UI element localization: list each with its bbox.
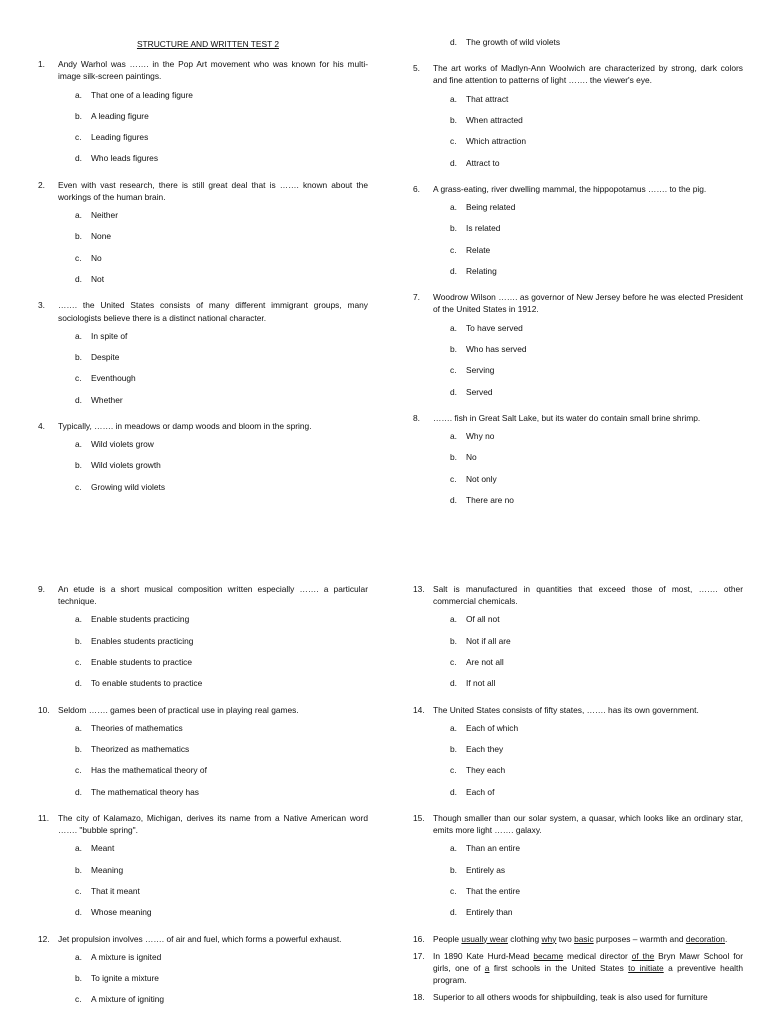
question-text (433, 992, 708, 1002)
question-text: Typically, ……. in meadows or damp woods and bloom in the spring. (58, 420, 312, 431)
answer-option[interactable] (413, 114, 743, 135)
answer-option[interactable] (413, 364, 743, 385)
option-text: Enable students practicing (91, 614, 190, 625)
answer-option[interactable] (413, 635, 743, 656)
question-text: Even with vast research, there is still great deal that is ……. known about the workings of the human brain. (58, 179, 368, 202)
answer-options (413, 201, 743, 286)
option-text: Wild violets grow (91, 439, 154, 450)
answer-option[interactable] (38, 743, 368, 764)
option-letter: d. (450, 265, 457, 276)
answer-options (38, 209, 368, 294)
option-letter: a. (450, 843, 457, 854)
answer-option[interactable] (413, 451, 743, 472)
option-letter: a. (450, 322, 457, 333)
option-text: Each of (466, 786, 495, 797)
underlined-segment[interactable]: decoration (685, 933, 725, 944)
answer-options (38, 330, 368, 415)
option-letter: b. (450, 114, 457, 125)
option-text: Being related (466, 202, 516, 213)
option-text: Than an entire (466, 843, 521, 854)
answer-option[interactable] (38, 885, 368, 906)
question-9 (38, 583, 368, 607)
answer-option[interactable] (38, 656, 368, 677)
question-text: The city of Kalamazo, Michigan, derives its name from a Native American word ……. "bubble spring". (58, 812, 368, 836)
option-text: Relate (466, 244, 491, 255)
option-letter: c. (75, 252, 82, 263)
option-text: Neither (91, 210, 118, 221)
question-text (433, 934, 727, 944)
option-text: Each of which (466, 722, 519, 733)
option-letter: b. (450, 223, 457, 234)
answer-option[interactable] (413, 222, 743, 243)
option-letter: d. (75, 786, 82, 797)
question-18 (413, 991, 743, 1003)
option-text: Entirely as (466, 864, 506, 875)
option-text: If not all (466, 678, 496, 689)
option-text: Is related (466, 223, 501, 234)
answer-options (38, 951, 368, 1015)
top-left-column (38, 0, 368, 502)
option-text: No (466, 452, 477, 463)
question-number: 4. (38, 420, 45, 431)
answer-option[interactable] (413, 386, 743, 407)
question-2 (38, 179, 368, 203)
answer-option[interactable] (38, 677, 368, 698)
answer-option[interactable] (413, 244, 743, 265)
option-letter: d. (450, 494, 457, 505)
option-letter: d. (75, 153, 82, 164)
option-text: That the entire (466, 885, 521, 896)
answer-options (38, 722, 368, 807)
option-text: Each they (466, 744, 504, 755)
option-letter: c. (75, 885, 82, 896)
question-text: ……. the United States consists of many different immigrant groups, many sociologists believe there is a distinct national character. (58, 300, 368, 323)
answer-option[interactable] (413, 656, 743, 677)
text-segment: medical director (563, 950, 632, 961)
option-letter: d. (450, 157, 457, 168)
option-text: The mathematical theory has (91, 786, 199, 797)
option-text: Leading figures (91, 132, 149, 143)
answer-option[interactable] (38, 842, 368, 863)
answer-option[interactable] (38, 273, 368, 294)
question-text (433, 951, 743, 985)
option-text: Whether (91, 394, 123, 405)
question-number: 2. (38, 179, 45, 190)
question-7 (413, 291, 743, 315)
option-letter: d. (75, 274, 82, 285)
bottom-left-column (38, 578, 368, 1015)
answer-options (38, 613, 368, 698)
option-letter: c. (75, 656, 82, 667)
option-letter: d. (75, 907, 82, 918)
answer-option[interactable] (413, 93, 743, 114)
option-text: There are no (466, 494, 514, 505)
question-text: The art works of Madlyn-Ann Woolwich are characterized by strong, dark colors and fine attention to patterns of light ……. the viewer's eye. (433, 63, 743, 86)
answer-option[interactable] (38, 972, 368, 993)
option-letter: a. (450, 93, 457, 104)
option-letter: a. (75, 843, 82, 854)
option-text: Has the mathematical theory of (91, 765, 207, 776)
underlined-segment[interactable]: became (533, 950, 564, 961)
option-text: Not (91, 274, 105, 285)
answer-options (413, 93, 743, 178)
option-letter: c. (450, 473, 457, 484)
option-text: Are not all (466, 656, 504, 667)
answer-option[interactable] (413, 135, 743, 156)
option-text: To have served (466, 322, 523, 333)
option-text: Theories of mathematics (91, 722, 183, 733)
answer-option[interactable] (38, 131, 368, 152)
option-letter: a. (75, 722, 82, 733)
question-13 (413, 583, 743, 607)
option-letter: d. (450, 907, 457, 918)
option-letter: d. (450, 786, 457, 797)
answer-option[interactable] (38, 394, 368, 415)
answer-option[interactable] (413, 764, 743, 785)
question-text: The United States consists of fifty states, ……. has its own government. (433, 704, 699, 715)
option-letter: a. (450, 430, 457, 441)
question-number: 5. (413, 63, 420, 74)
option-letter: a. (75, 439, 82, 450)
answer-options (413, 722, 743, 807)
answer-option[interactable] (38, 372, 368, 393)
option-letter: c. (450, 136, 457, 147)
text-segment: . (724, 933, 728, 944)
answer-option[interactable] (38, 722, 368, 743)
option-text: Not only (466, 473, 497, 484)
answer-option[interactable] (38, 951, 368, 972)
answer-options (413, 430, 743, 515)
option-text: Despite (91, 351, 120, 362)
option-letter: b. (75, 231, 82, 242)
answer-option[interactable] (413, 201, 743, 222)
question-number: 1. (38, 59, 45, 70)
question-1 (38, 58, 368, 82)
option-text: A mixture of igniting (91, 994, 165, 1005)
answer-option[interactable] (38, 330, 368, 351)
text-segment: two (556, 933, 575, 944)
option-text: Of all not (466, 614, 500, 625)
option-letter: c. (75, 373, 82, 384)
option-letter: b. (75, 110, 82, 121)
option-text: Serving (466, 365, 495, 376)
option-text: Whose meaning (91, 907, 152, 918)
option-text: When attracted (466, 114, 523, 125)
option-text: Why no (466, 430, 495, 441)
option-letter: b. (75, 351, 82, 362)
question-text: Woodrow Wilson ……. as governor of New Jersey before he was elected President of the United States in 1912. (433, 292, 743, 315)
option-text: Which attraction (466, 136, 527, 147)
answer-option[interactable] (413, 722, 743, 743)
underlined-segment[interactable]: to initiate (628, 962, 664, 973)
option-text: That attract (466, 93, 509, 104)
option-letter: c. (75, 132, 82, 143)
text-segment: first schools in the United States (489, 962, 629, 973)
bottom-page-half (0, 575, 768, 1024)
option-text: To ignite a mixture (91, 972, 159, 983)
answer-option[interactable] (38, 481, 368, 502)
question-number: 6. (413, 183, 420, 194)
answer-option[interactable] (38, 459, 368, 480)
option-letter: a. (75, 614, 82, 625)
question-10 (38, 704, 368, 716)
option-letter: c. (450, 765, 457, 776)
option-letter: b. (75, 744, 82, 755)
question-17 (413, 950, 743, 987)
answer-option[interactable] (38, 252, 368, 273)
question-16 (413, 933, 743, 945)
text-segment: People (433, 933, 462, 944)
option-letter: a. (75, 89, 82, 100)
option-text: Not if all are (466, 635, 511, 646)
option-text: Meaning (91, 864, 124, 875)
answer-option[interactable] (413, 864, 743, 885)
test-title: STRUCTURE AND WRITTEN TEST 2 (136, 39, 280, 49)
underlined-segment[interactable]: of the (631, 950, 655, 961)
option-letter: c. (75, 765, 82, 776)
underlined-segment[interactable]: basic (574, 933, 594, 944)
option-letter: b. (450, 864, 457, 875)
answer-option[interactable] (38, 438, 368, 459)
underlined-segment[interactable]: a (484, 962, 490, 973)
option-letter: b. (75, 864, 82, 875)
option-text: To enable students to practice (91, 678, 203, 689)
text-segment: Superior to all others woods for shipbuilding, teak is also used for furniture (433, 992, 708, 1003)
option-text: Meant (91, 843, 115, 854)
question-number: 12. (38, 933, 50, 944)
question-3 (38, 299, 368, 323)
text-segment: purposes – warmth and (593, 933, 686, 944)
question-number: 16. (413, 933, 425, 944)
question-8 (413, 412, 743, 424)
answer-option[interactable] (413, 430, 743, 451)
option-text: A leading figure (91, 110, 149, 121)
option-letter: c. (75, 994, 82, 1005)
answer-option[interactable] (413, 473, 743, 494)
option-letter: a. (450, 202, 457, 213)
answer-options (38, 89, 368, 174)
question-12 (38, 933, 368, 945)
option-text: A mixture is ignited (91, 951, 162, 962)
answer-options (38, 438, 368, 502)
answer-option[interactable] (413, 343, 743, 364)
answer-option[interactable] (413, 494, 743, 515)
answer-option[interactable] (413, 677, 743, 698)
question-number: 8. (413, 412, 420, 423)
question-text: Seldom ……. games been of practical use in playing real games. (58, 704, 299, 715)
option-letter: c. (450, 885, 457, 896)
answer-option[interactable] (38, 786, 368, 807)
answer-option[interactable] (38, 864, 368, 885)
answer-option[interactable] (38, 110, 368, 131)
answer-options (413, 842, 743, 927)
option-text: Growing wild violets (91, 481, 166, 492)
answer-option[interactable] (38, 152, 368, 173)
answer-option[interactable] (38, 89, 368, 110)
option-text: Attract to (466, 157, 500, 168)
text-segment: clothing (507, 933, 542, 944)
bottom-right-column (413, 578, 743, 1003)
option-letter: d. (75, 678, 82, 689)
option-letter: b. (75, 460, 82, 471)
text-segment: a preventive health program. (433, 962, 743, 986)
option-letter: c. (450, 365, 457, 376)
answer-option[interactable] (413, 265, 743, 286)
question-number: 7. (413, 292, 420, 303)
option-letter: b. (75, 635, 82, 646)
question-number: 15. (413, 812, 425, 823)
question-text: Jet propulsion involves ……. of air and fuel, which forms a powerful exhaust. (58, 933, 342, 944)
question-number: 17. (413, 950, 425, 961)
answer-option[interactable] (413, 842, 743, 863)
text-segment: In 1890 Kate Hurd-Mead (433, 950, 534, 961)
question-text: An etude is a short musical composition written especially ……. a particular technique. (58, 584, 368, 607)
option-letter: a. (75, 951, 82, 962)
question-11 (38, 812, 368, 836)
question-15 (413, 812, 743, 836)
answer-option[interactable] (38, 993, 368, 1014)
option-letter: d. (450, 386, 457, 397)
option-text: Served (466, 386, 493, 397)
option-text: They each (466, 765, 506, 776)
question-text: A grass-eating, river dwelling mammal, the hippopotamus ……. to the pig. (433, 183, 707, 194)
answer-option[interactable] (413, 743, 743, 764)
question-text: ……. fish in Great Salt Lake, but its water do contain small brine shrimp. (433, 412, 701, 423)
answer-options (413, 613, 743, 698)
question-number: 18. (413, 992, 425, 1003)
question-14 (413, 704, 743, 716)
option-letter: b. (450, 744, 457, 755)
option-text: Eventhough (91, 373, 136, 384)
answer-option[interactable] (413, 885, 743, 906)
option-letter: a. (75, 210, 82, 221)
option-letter: d. (450, 678, 457, 689)
answer-option[interactable] (413, 786, 743, 807)
question-number: 13. (413, 584, 425, 594)
answer-option[interactable] (38, 635, 368, 656)
option-text: Enable students to practice (91, 656, 193, 667)
option-text: Who leads figures (91, 153, 159, 164)
answer-option[interactable] (413, 906, 743, 927)
answer-options (413, 322, 743, 407)
option-text: The growth of wild violets (466, 37, 561, 47)
answer-option[interactable] (413, 322, 743, 343)
top-right-column (413, 36, 743, 515)
question-text: Salt is manufactured in quantities that exceed those of most, ……. other commercial chemicals. (433, 584, 743, 607)
text-segment: Bryn Mawr School for girls, one of (433, 950, 743, 973)
option-text: Enables students practicing (91, 635, 194, 646)
option-text: Wild violets growth (91, 460, 161, 471)
option-letter: a. (450, 722, 457, 733)
question-number: 3. (38, 300, 45, 311)
answer-option[interactable] (413, 613, 743, 634)
answer-option[interactable] (38, 613, 368, 634)
option-letter: b. (75, 972, 82, 983)
option-text: In spite of (91, 330, 128, 341)
option-text: That one of a leading figure (91, 89, 193, 100)
option-letter: d. (75, 394, 82, 405)
option-letter: b. (450, 343, 457, 354)
question-4 (38, 420, 368, 432)
question-number: 9. (38, 584, 45, 594)
answer-option[interactable] (38, 230, 368, 251)
option-letter: d. (450, 37, 457, 47)
option-letter: c. (450, 244, 457, 255)
answer-option[interactable] (38, 209, 368, 230)
answer-option[interactable] (38, 351, 368, 372)
question-5 (413, 62, 743, 86)
underlined-segment[interactable]: usually wear (461, 933, 508, 944)
underlined-segment[interactable]: why (541, 933, 557, 944)
option-letter: c. (450, 656, 457, 667)
option-letter: b. (450, 452, 457, 463)
option-letter: a. (75, 330, 82, 341)
option-text: That it meant (91, 885, 140, 896)
option-letter: a. (450, 614, 457, 625)
option-text: Theorized as mathematics (91, 744, 190, 755)
option-text: Who has served (466, 343, 527, 354)
option-letter: c. (75, 481, 82, 492)
question-number: 11. (38, 812, 50, 823)
option-text: No (91, 252, 102, 263)
option-letter: b. (450, 635, 457, 646)
answer-option[interactable] (413, 157, 743, 178)
question-text: Andy Warhol was ……. in the Pop Art movement who was known for his multi-image silk-screen paintings. (58, 59, 368, 82)
answer-option[interactable] (38, 906, 368, 927)
answer-options (38, 842, 368, 927)
question-6 (413, 183, 743, 195)
option-text: Relating (466, 265, 497, 276)
option-text: Entirely than (466, 907, 513, 918)
question-number: 14. (413, 704, 425, 715)
question-text: Though smaller than our solar system, a quasar, which looks like an ordinary star, emits more light ……. galaxy. (433, 812, 743, 836)
answer-option[interactable] (38, 764, 368, 785)
option-text: None (91, 231, 112, 242)
question-number: 10. (38, 704, 50, 715)
answer-option[interactable] (413, 36, 743, 57)
